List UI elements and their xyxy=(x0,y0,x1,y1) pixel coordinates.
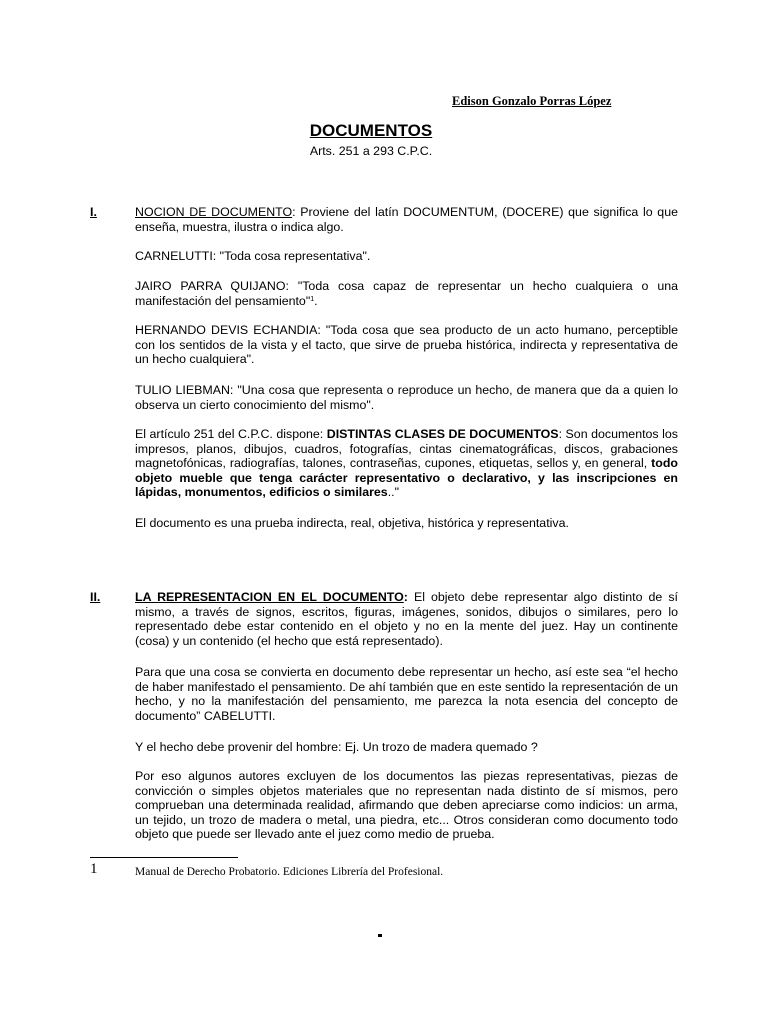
author-name: Edison Gonzalo Porras López xyxy=(452,94,612,108)
section-number-2: II. xyxy=(90,590,101,604)
page-subtitle: Arts. 251 a 293 C.P.C. xyxy=(309,144,433,158)
paragraph-articulo-251 xyxy=(135,427,678,500)
art-text-c: : Son documentos los impresos, planos, dibujos, cuadros, fotografías, cintas cinematográficas, discos, grabaciones magnetofónicas, radiografías, talones, contraseñas, cupones, etiquetas, sellos y, en general, xyxy=(135,427,678,471)
paragraph-jairo-text: JAIRO PARRA QUIJANO: "Toda cosa capaz de representar un hecho cualquiera o una manifestación del pensamiento" xyxy=(135,279,678,308)
section-2-intro xyxy=(135,590,678,648)
paragraph-autores: Por eso algunos autores excluyen de los documentos las piezas representativas, piezas de convicción o simples objetos materiales que no representan nada distinto de sí mismos, pero comprueban una determinada realidad, afirmando que deben apreciarse como indicios: un arma, un tejido, un trozo de madera o metal, una piedra, etc... Otros consideran como documento todo objeto que puede ser llevado ante el juez como medio de prueba. xyxy=(135,769,678,842)
art-text-a: El artículo 251 del C.P.C. dispone: xyxy=(135,427,327,441)
paragraph-jairo-end: . xyxy=(314,293,318,308)
section-2-heading: LA REPRESENTACION EN EL DOCUMENTO xyxy=(135,590,404,604)
page-mark xyxy=(378,934,382,937)
art-text-b: DISTINTAS CLASES DE DOCUMENTOS xyxy=(326,427,559,441)
paragraph-hernando: HERNANDO DEVIS ECHANDIA: "Toda cosa que sea producto de un acto humano, perceptible con los sentidos de la vista y el tacto, que sirve de prueba histórica, indirecta y representativa de un hecho cualquiera". xyxy=(135,323,678,367)
paragraph-document-summary: El documento es una prueba indirecta, real, objetiva, histórica y representativa. xyxy=(135,516,569,530)
paragraph-hecho-hombre: Y el hecho debe provenir del hombre: Ej. Un trozo de madera quemado ? xyxy=(135,740,538,754)
paragraph-carnelutti: CARNELUTTI: "Toda cosa representativa". xyxy=(135,249,371,263)
section-number-1: I. xyxy=(90,205,97,219)
section-1-intro-text: : Proviene del latín DOCUMENTUM, (DOCERE) que significa lo que enseña, muestra, ilustra o indica algo. xyxy=(135,205,678,234)
art-text-e: .." xyxy=(387,485,399,500)
footnote-text: Manual de Derecho Probatorio. Ediciones Librería del Profesional. xyxy=(135,866,444,878)
footnote-divider xyxy=(90,857,238,858)
footnote-number: 1 xyxy=(90,861,98,877)
section-2-intro-text: El objeto debe representar algo distinto de sí mismo, a través de signos, escritos, figuras, imágenes, sonidos, dibujos o similares, pero lo representado debe estar contenido en el objeto y no en la mente del juez. Hay un continente (cosa) y un contenido (el hecho que está representado). xyxy=(135,590,678,648)
section-2-heading-colon: : xyxy=(403,590,408,604)
section-1-intro xyxy=(135,205,678,234)
art-text-d: todo objeto mueble que tenga carácter representativo o declarativo, y las inscripciones en lápidas, monumentos, edificios o similares xyxy=(135,456,678,500)
paragraph-tulio: TULIO LIEBMAN: "Una cosa que representa o reproduce un hecho, de manera que da a quien lo observa un cierto conocimiento del mismo". xyxy=(135,383,678,412)
footnote-ref: 1 xyxy=(310,295,315,303)
paragraph-jairo xyxy=(135,279,678,308)
paragraph-representacion: Para que una cosa se convierta en documento debe representar un hecho, así este sea “el hecho de haber manifestado el pensamiento. De ahí también que en este sentido la representación de un hecho, y no la manifestación del pensamiento, me parezca la nota esencia del concepto de documento” CABELUTTI. xyxy=(135,665,678,723)
page-title: DOCUMENTOS xyxy=(309,121,433,140)
section-1-heading: NOCION DE DOCUMENTO xyxy=(135,205,293,219)
